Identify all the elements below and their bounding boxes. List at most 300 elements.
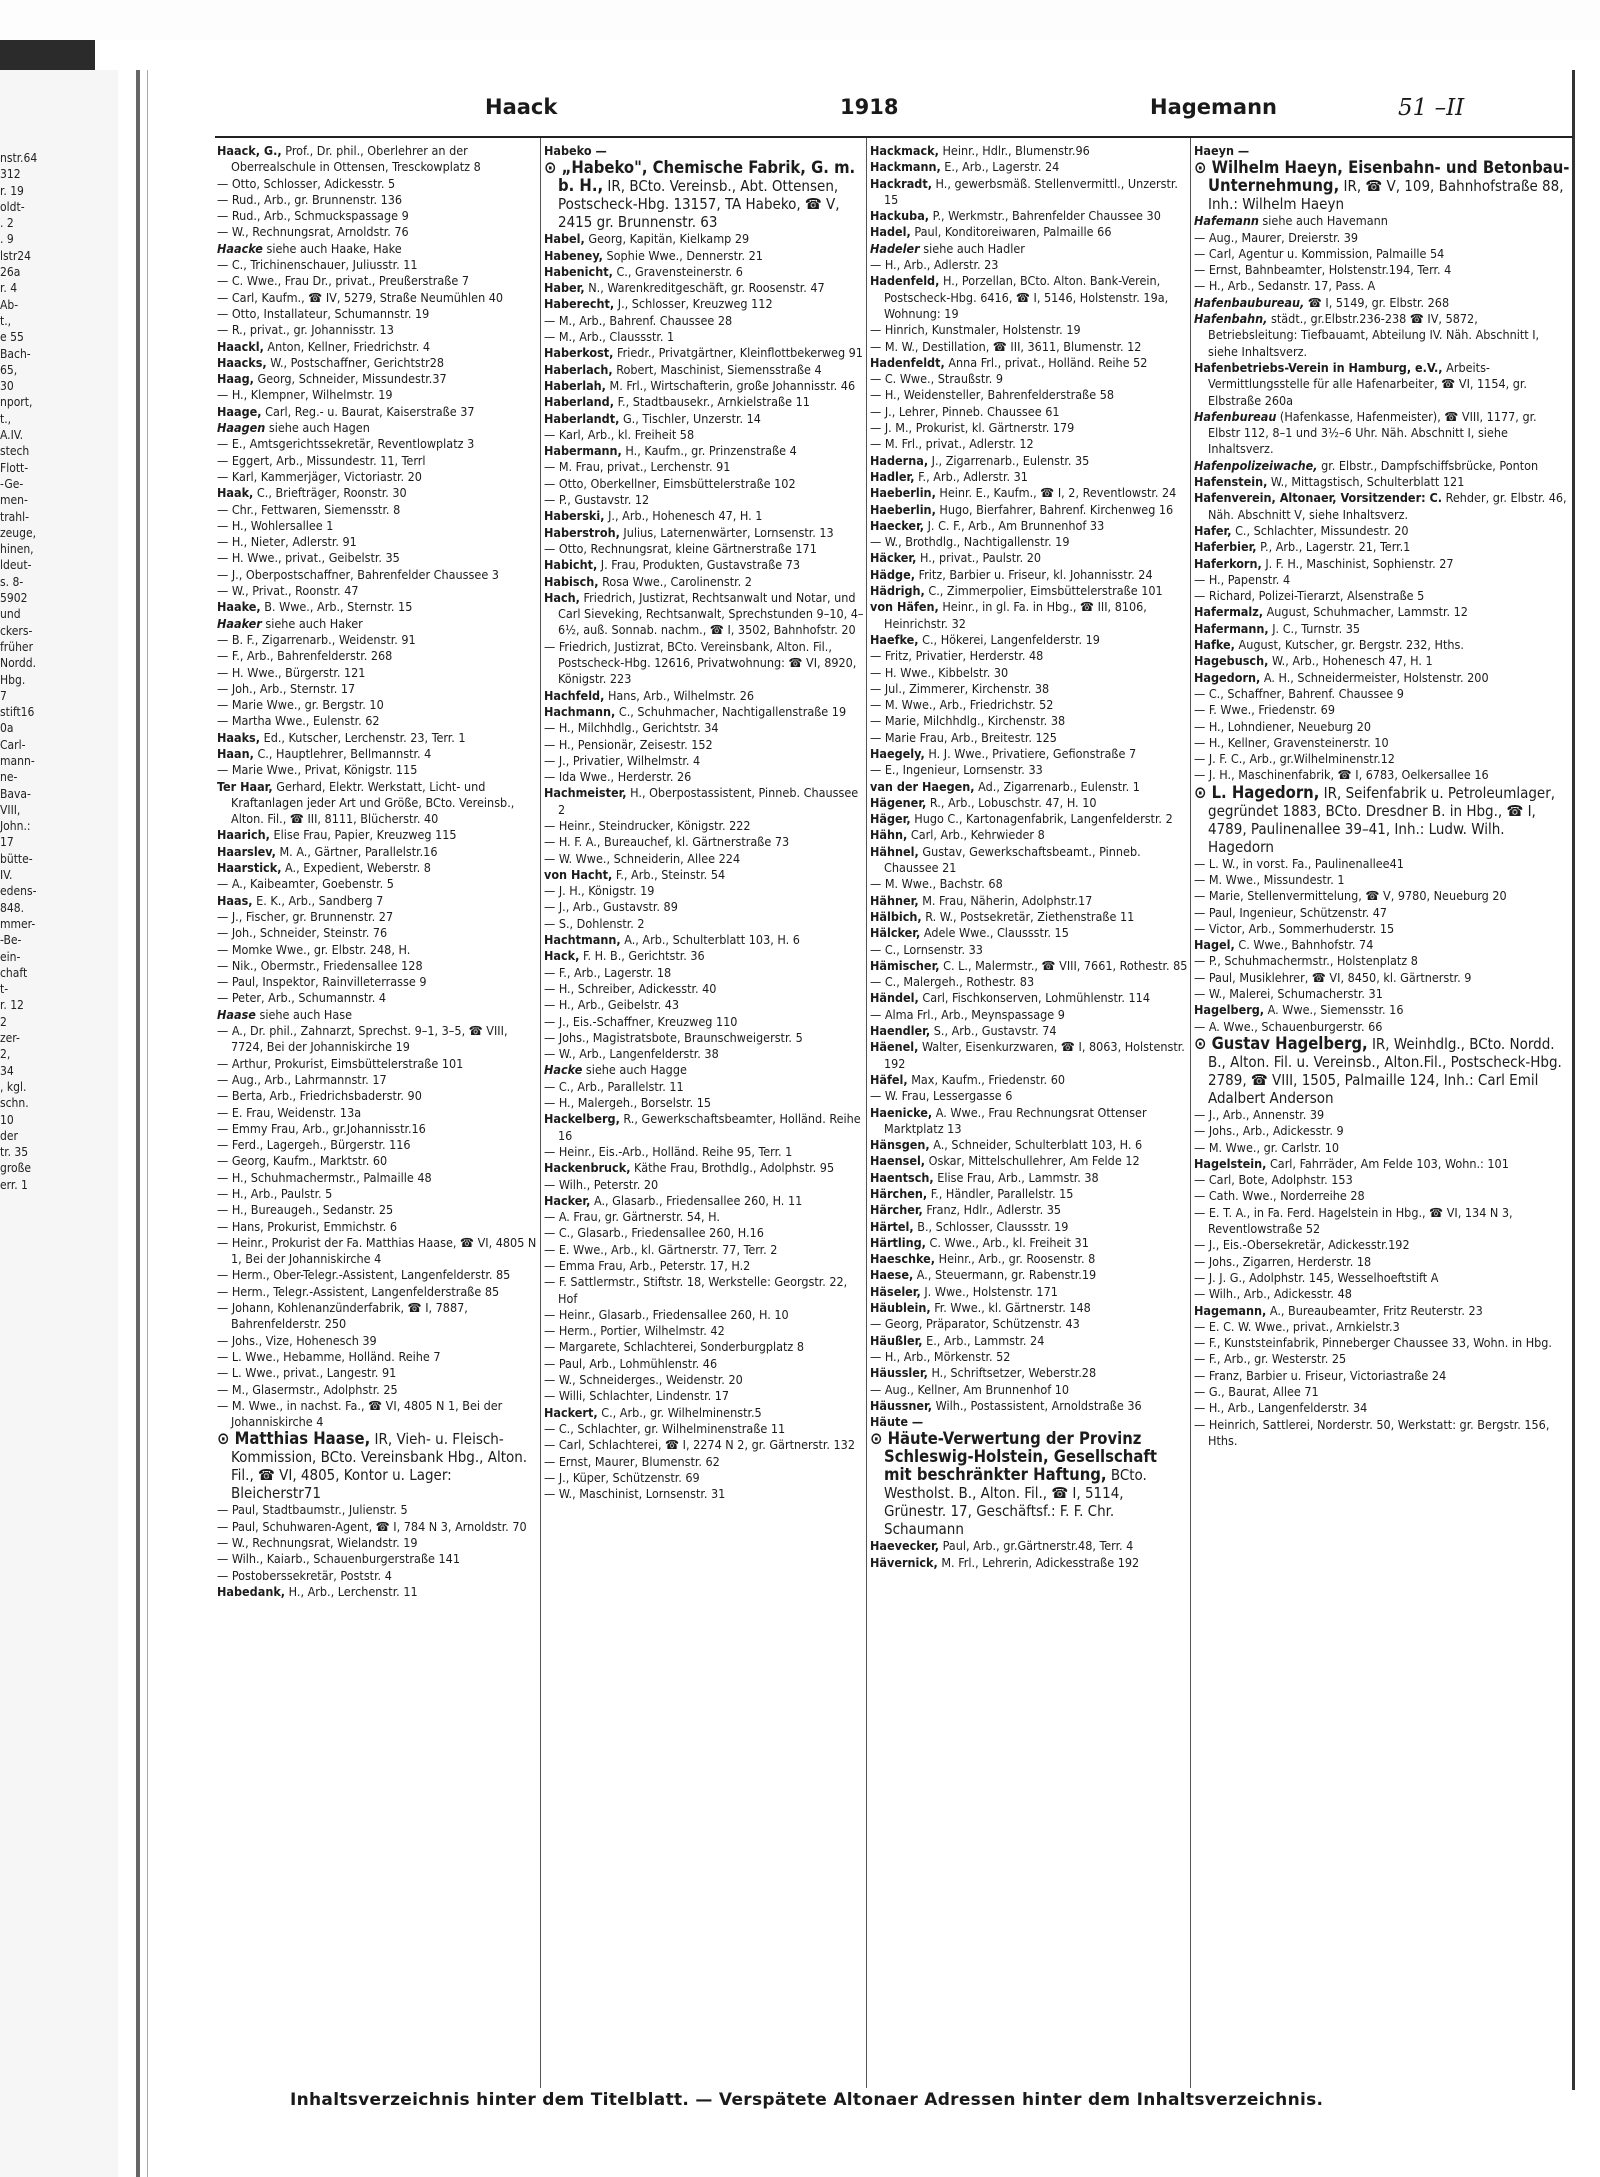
directory-entry <box>1194 702 1570 718</box>
entry-name: Haberecht, <box>544 296 615 312</box>
stub-line: der <box>0 1128 18 1143</box>
directory-entry <box>544 639 864 688</box>
entry-details: Heinr., Hdlr., Blumenstr.96 <box>938 143 1090 158</box>
stub-line: e 55 <box>0 330 24 345</box>
entry-details: — Paul, Arb., Lohmühlenstr. 46 <box>544 1355 718 1371</box>
directory-entry <box>544 1242 864 1258</box>
directory-entry <box>217 1551 537 1567</box>
entry-details: — Marie Wwe., gr. Bergstr. 10 <box>217 697 384 713</box>
entry-details: — Otto, Schlosser, Adickesstr. 5 <box>217 175 396 191</box>
directory-entry <box>544 378 864 394</box>
entry-name: Haackl, <box>217 338 264 354</box>
stub-line: A.IV. <box>0 428 24 443</box>
directory-entry <box>1194 856 1570 872</box>
entry-details: M. Frl., Wirtschafterin, große Johannisstr. 46 <box>605 377 856 393</box>
entry-details: Elise Frau, Arb., Lammstr. 38 <box>933 1169 1099 1185</box>
directory-entry <box>217 779 537 828</box>
entry-details: — E. Wwe., Arb., kl. Gärtnerstr. 77, Terr. 2 <box>544 1241 778 1257</box>
entry-name: Hackmack, <box>870 143 939 158</box>
entry-name: von Hacht, <box>544 866 613 882</box>
entry-details: Käthe Frau, Brothdlg., Adolphstr. 95 <box>630 1160 835 1176</box>
entry-name: Haak, <box>217 485 254 501</box>
directory-entry <box>544 345 864 361</box>
stub-line: r. 4 <box>0 281 18 296</box>
directory-entry <box>217 404 537 420</box>
entry-name: Hämischer, <box>870 957 940 973</box>
directory-entry <box>870 974 1188 990</box>
entry-details: IR, ☎ V, 109, Bahnhofstraße 88, Inh.: Wilhelm Haeyn <box>1208 177 1564 214</box>
stub-line: lstr24 <box>0 248 32 263</box>
entry-details: J. C., Turnstr. 35 <box>1268 620 1361 636</box>
entry-details: — H., Arb., Paulstr. 5 <box>217 1186 333 1201</box>
directory-entry <box>544 1486 864 1502</box>
directory-entry <box>217 1056 537 1072</box>
directory-entry <box>1194 888 1570 904</box>
entry-details: — H., Milchhdlg., Gerichtstr. 34 <box>544 720 719 736</box>
stub-line: nport, <box>0 395 33 410</box>
entry-details: August, Kutscher, gr. Bergstr. 232, Hths. <box>1234 637 1464 653</box>
directory-entry <box>544 1405 864 1421</box>
entry-name: Hacker, <box>544 1192 591 1208</box>
entry-details: — C., Lornsenstr. 33 <box>870 941 983 957</box>
directory-entry <box>544 769 864 785</box>
entry-details: — E. Frau, Weidenstr. 13a <box>217 1104 362 1120</box>
directory-entry <box>217 306 537 322</box>
directory-entry <box>1194 230 1570 246</box>
entry-details: J., Schlosser, Kreuzweg 112 <box>614 296 773 312</box>
entry-details: — H. Wwe., privat., Geibelstr. 35 <box>217 550 400 566</box>
directory-entry <box>544 883 864 899</box>
stub-line: 65, <box>0 362 18 377</box>
entry-details: — Momke Wwe., gr. Elbstr. 248, H. <box>217 941 411 957</box>
stub-line: VIII, <box>0 802 21 817</box>
entry-details: Georg, Schneider, Missundestr.37 <box>253 371 447 387</box>
entry-name: Haarstick, <box>217 860 282 876</box>
directory-entry <box>217 746 537 762</box>
directory-entry <box>870 469 1188 485</box>
entry-name: Haberlach, <box>544 361 613 377</box>
page-right-border <box>1572 70 1575 2090</box>
entry-name: Hähnel, <box>870 843 919 859</box>
stub-line: chaft <box>0 965 28 980</box>
column-divider <box>1190 138 1191 2088</box>
entry-details: C. Wwe., Bahnhofstr. 74 <box>1234 937 1374 953</box>
directory-entry <box>1194 539 1570 555</box>
stub-line: Carl- <box>0 737 26 752</box>
entry-details: R. W., Postsekretär, Ziethenstraße 11 <box>921 908 1135 924</box>
entry-name: Härtling, <box>870 1234 926 1250</box>
directory-entry <box>1194 246 1570 262</box>
entry-details: — Heinr., Glasarb., Friedensallee 260, H. 10 <box>544 1306 789 1322</box>
entry-details: Prof., Dr. phil., Oberlehrer an der Oberrealschule in Ottensen, Tresckowplatz 8 <box>231 143 481 175</box>
stub-line: 34 <box>0 1063 14 1078</box>
directory-entry <box>217 322 537 338</box>
entry-details: H., Kaufm., gr. Prinzenstraße 4 <box>621 443 797 459</box>
directory-entry <box>544 492 864 508</box>
directory-entry <box>1194 604 1570 620</box>
entry-name: Hachtmann, <box>544 932 621 948</box>
entry-details: — Johs., Vize, Hohenesch 39 <box>217 1332 377 1348</box>
entry-details: Heinr., Arb., gr. Roosenstr. 8 <box>935 1251 1096 1267</box>
directory-entry <box>1194 556 1570 572</box>
directory-entry <box>870 925 1188 941</box>
entry-name: Hafermalz, <box>1194 604 1264 620</box>
entry-details: — B. F., Zigarrenarb., Weidenstr. 91 <box>217 631 416 647</box>
entry-details: IR, Weinhdlg., BCto. Nordd. B., Alton. Fil. u. Vereinsb., Alton.Fil., Postscheck-Hbg. 2789, ☎ VIII, 1505, Palmaille 124, Inh.: Carl Emil Adalbert Anderson <box>1208 1034 1562 1107</box>
entry-details: E., Arb., Lammstr. 24 <box>922 1332 1045 1348</box>
entry-name: Hadler, <box>870 468 915 484</box>
directory-entry <box>1194 767 1570 783</box>
directory-entry <box>544 459 864 475</box>
entry-details: — H., Arb., Sedanstr. 17, Pass. A <box>1194 278 1376 294</box>
directory-entry <box>1194 474 1570 490</box>
entry-name: Haber, <box>544 280 585 296</box>
entry-details: — L. Wwe., Hebamme, Holländ. Reihe 7 <box>217 1348 441 1364</box>
entry-name: Habeko — <box>544 143 607 158</box>
entry-name: ⊙ Matthias Haase, <box>217 1429 371 1449</box>
directory-entry <box>544 851 864 867</box>
entry-details: — P., Gustavstr. 12 <box>544 492 650 508</box>
directory-entry <box>1194 278 1570 294</box>
directory-entry <box>544 785 864 818</box>
directory-entry <box>870 811 1188 827</box>
directory-entry <box>870 599 1188 632</box>
directory-entry <box>217 648 537 664</box>
entry-details: A., Bureaubeamter, Fritz Reuterstr. 23 <box>1266 1302 1483 1318</box>
directory-entry <box>1194 572 1570 588</box>
entry-details: — M. Wwe., gr. Carlstr. 10 <box>1194 1139 1340 1155</box>
header-rule <box>215 136 1573 138</box>
header-year: 1918 <box>840 95 899 119</box>
entry-details: Carl, Fischkonserven, Lohmühlenstr. 114 <box>918 990 1150 1006</box>
binding-gutter <box>136 70 140 2177</box>
entry-details: — C., Malergeh., Rothestr. 83 <box>870 974 1035 990</box>
entry-details: W., Arb., Hohenesch 47, H. 1 <box>1268 653 1433 669</box>
directory-entry <box>217 1584 537 1600</box>
entry-name: Hafenbetriebs-Verein in Hamburg, e.V., <box>1194 359 1443 375</box>
entry-details: — W., Schneiderges., Weidenstr. 20 <box>544 1372 743 1388</box>
directory-entry <box>870 990 1188 1006</box>
directory-entry <box>544 1454 864 1470</box>
entry-name: Hach, <box>544 589 580 605</box>
entry-details: A., Glasarb., Friedensallee 260, H. 11 <box>590 1192 803 1208</box>
directory-entry <box>217 632 537 648</box>
directory-entry <box>544 1388 864 1404</box>
directory-entry <box>544 720 864 736</box>
directory-entry <box>217 1153 537 1169</box>
directory-entry <box>1194 1002 1570 1018</box>
entry-name: Habisch, <box>544 573 599 589</box>
directory-entry <box>544 362 864 378</box>
entry-details: — E. T. A., in Fa. Ferd. Hagelstein in Hbg., ☎ VI, 134 N 3, Reventlowstraße 52 <box>1194 1204 1513 1237</box>
directory-entry <box>544 1339 864 1355</box>
entry-details: siehe auch Hase <box>255 1006 353 1022</box>
directory-entry <box>544 1079 864 1095</box>
directory-entry <box>217 713 537 729</box>
directory-entry <box>870 241 1188 257</box>
entry-name: Hafke, <box>1194 637 1235 653</box>
stub-line: ckers- <box>0 623 33 638</box>
entry-details: H., Arb., Lerchenstr. 11 <box>285 1583 418 1599</box>
entry-name: Härtel, <box>870 1218 914 1234</box>
directory-entry <box>1194 905 1570 921</box>
directory-entry <box>544 1470 864 1486</box>
entry-details: — M., Arb., Claussstr. 1 <box>544 329 675 345</box>
entry-details: Julius, Laternenwärter, Lornsenstr. 13 <box>619 524 834 540</box>
entry-details: — Herm., Portier, Wilhelmstr. 42 <box>544 1323 725 1339</box>
directory-entry <box>544 443 864 459</box>
directory-entry <box>870 1382 1188 1398</box>
entry-name: Häfel, <box>870 1071 908 1087</box>
directory-entry <box>1194 637 1570 653</box>
stub-line: zeuge, <box>0 525 37 540</box>
entry-details: — Marie, Milchhdlg., Kirchenstr. 38 <box>870 713 1066 729</box>
entry-details: — Paul, Ingenieur, Schützenstr. 47 <box>1194 904 1388 920</box>
directory-entry <box>1194 735 1570 751</box>
directory-entry <box>870 583 1188 599</box>
entry-name: Hänsgen, <box>870 1137 930 1153</box>
entry-details: J. C. F., Arb., Am Brunnenhof 33 <box>924 517 1105 533</box>
entry-details: — J., Arb., Annenstr. 39 <box>1194 1106 1325 1122</box>
entry-details: — J., Lehrer, Pinneb. Chaussee 61 <box>870 403 1060 419</box>
entry-details: — M. Wwe., Arb., Friedrichstr. 52 <box>870 697 1054 713</box>
directory-entry <box>870 1170 1188 1186</box>
entry-details: — Ida Wwe., Herderstr. 26 <box>544 769 692 785</box>
directory-entry <box>217 1267 537 1283</box>
directory-entry <box>870 1316 1188 1332</box>
directory-entry <box>870 322 1188 338</box>
directory-entry <box>217 355 537 371</box>
directory-entry <box>870 1398 1188 1414</box>
directory-entry <box>870 453 1188 469</box>
entry-details: F., Arb., Steinstr. 54 <box>612 866 726 882</box>
directory-entry <box>544 508 864 524</box>
directory-entry <box>217 1235 537 1268</box>
directory-entry <box>870 550 1188 566</box>
entry-details: — H., Arb., Langenfelderstr. 34 <box>1194 1400 1368 1416</box>
directory-entry <box>1194 1123 1570 1139</box>
entry-details: — Rud., Arb., Schmuckspassage 9 <box>217 208 409 224</box>
directory-entry <box>1194 295 1570 311</box>
directory-entry <box>870 143 1188 159</box>
directory-entry <box>544 590 864 639</box>
stub-line: Bach- <box>0 346 31 361</box>
column-divider <box>540 138 541 2088</box>
entry-details: — J. J. G., Adolphstr. 145, Wesselhoeftstift A <box>1194 1269 1439 1285</box>
entry-name: ⊙ Häute-Verwertung der Provinz Schleswig-Holstein, Gesellschaft mit beschränkter Haftung, <box>870 1429 1157 1485</box>
entry-details: C., Zimmerpolier, Eimsbüttelerstraße 101 <box>924 583 1163 599</box>
directory-entry <box>544 1177 864 1193</box>
entry-details: J., Arb., Hohenesch 47, H. 1 <box>604 508 763 524</box>
entry-details: — M. Wwe., Bachstr. 68 <box>870 876 1003 892</box>
entry-details: — Aug., Kellner, Am Brunnenhof 10 <box>870 1381 1070 1397</box>
entry-details: P., Werkmstr., Bahrenfelder Chaussee 30 <box>929 208 1161 224</box>
entry-details: — A., Dr. phil., Zahnarzt, Sprechst. 9–1, 3–5, ☎ VIII, 7724, Bei der Johanniskirche 19 <box>217 1023 508 1055</box>
entry-details: H., privat., Paulstr. 20 <box>916 550 1042 566</box>
directory-entry <box>870 632 1188 648</box>
directory-entry <box>217 534 537 550</box>
directory-entry <box>1194 653 1570 669</box>
entry-name: Haese, <box>870 1267 914 1283</box>
directory-entry <box>217 1535 537 1551</box>
entry-details: — Heinr., Prokurist der Fa. Matthias Haase, ☎ VI, 4805 N 1, Bei der Johanniskirche 4 <box>217 1234 537 1267</box>
stub-line: . 9 <box>0 232 14 247</box>
entry-details: — F. Sattlermstr., Stiftstr. 18, Werkstelle: Georgstr. 22, Hof <box>544 1274 848 1306</box>
facing-page-text-fragment <box>0 150 118 1193</box>
entry-details: Paul, Konditoreiwaren, Palmaille 66 <box>910 224 1112 240</box>
directory-entry <box>1194 311 1570 360</box>
entry-name: Haarich, <box>217 827 270 843</box>
directory-entry <box>217 730 537 746</box>
directory-entry <box>217 453 537 469</box>
entry-name: Haberlah, <box>544 377 606 393</box>
directory-entry <box>544 753 864 769</box>
stub-line: stift16 <box>0 705 35 720</box>
entry-details: — Wilh., Kaiarb., Schauenburgerstraße 141 <box>217 1551 460 1567</box>
entry-name: Haeyn — <box>1194 143 1250 158</box>
directory-entry <box>870 1267 1188 1283</box>
entry-details: — Paul, Musiklehrer, ☎ VI, 8450, kl. Gärtnerstr. 9 <box>1194 969 1472 985</box>
entry-details: — Johs., Zigarren, Herderstr. 18 <box>1194 1253 1372 1269</box>
directory-entry <box>1194 986 1570 1002</box>
entry-details: — Martha Wwe., Eulenstr. 62 <box>217 713 380 729</box>
entry-details: — Joh., Schneider, Steinstr. 76 <box>217 925 388 941</box>
directory-entry <box>217 697 537 713</box>
directory-entry <box>544 525 864 541</box>
directory-entry <box>217 1105 537 1121</box>
directory-entry <box>217 1300 537 1333</box>
entry-details: — H., Bureaugeh., Sedanstr. 25 <box>217 1202 394 1218</box>
directory-entry <box>217 876 537 892</box>
entry-details: — Emma Frau, Arb., Peterstr. 17, H.2 <box>544 1258 751 1273</box>
entry-name: Haferkorn, <box>1194 555 1262 571</box>
directory-entry <box>1194 1188 1570 1204</box>
entry-name: Hafenbahn, <box>1194 311 1268 327</box>
stub-line: s. 8- <box>0 574 24 589</box>
stub-line: oldt- <box>0 199 25 214</box>
entry-name: Haecker, <box>870 517 925 533</box>
entry-details: siehe auch Haker <box>261 615 363 631</box>
entry-details: F., Händler, Parallelstr. 15 <box>927 1186 1074 1201</box>
directory-entry <box>217 616 537 632</box>
entry-details: Arbeits-Vermittlungsstelle für alle Hafenarbeiter, ☎ VI, 1154, gr. Elbstraße 260a <box>1208 359 1527 408</box>
entry-details: — Aug., Maurer, Dreierstr. 39 <box>1194 229 1359 245</box>
entry-details: W., Postschaffner, Gerichtstr28 <box>266 354 445 370</box>
entry-details: Georg, Kapitän, Kielkamp 29 <box>584 231 750 247</box>
entry-details: — J., Eis.-Schaffner, Kreuzweg 110 <box>544 1013 738 1029</box>
stub-line: r. 12 <box>0 998 24 1013</box>
directory-entry <box>217 420 537 436</box>
entry-details: J. Frau, Produkten, Gustavstraße 73 <box>597 557 801 573</box>
stub-line: Ab- <box>0 297 19 312</box>
entry-details: H., Oberpostassistent, Pinneb. Chaussee 2 <box>558 785 859 817</box>
entry-details: C. Wwe., Arb., kl. Freiheit 31 <box>925 1234 1089 1250</box>
entry-name: Hackmann, <box>870 159 941 175</box>
directory-entry <box>217 224 537 240</box>
entry-details: C., Hauptlehrer, Bellmannstr. 4 <box>253 745 432 761</box>
entry-details: — H. Wwe., Kibbelstr. 30 <box>870 664 1009 680</box>
stub-line: 0a <box>0 721 14 736</box>
directory-entry <box>217 339 537 355</box>
entry-details: B. Wwe., Arb., Sternstr. 15 <box>260 599 413 615</box>
entry-details: — Carl, Bote, Adolphstr. 153 <box>1194 1172 1353 1188</box>
stub-line: hinen, <box>0 542 34 557</box>
entry-details: — J., Privatier, Wilhelmstr. 4 <box>544 752 701 768</box>
entry-details: — W., Arb., Langenfelderstr. 38 <box>544 1046 719 1062</box>
entry-details: — Eggert, Arb., Missundestr. 11, Terrl <box>217 452 426 468</box>
entry-details: — J., Eis.-Obersekretär, Adickesstr.192 <box>1194 1237 1410 1253</box>
entry-details: Anna Frl., privat., Holländ. Reihe 52 <box>944 354 1148 370</box>
directory-entry <box>544 1421 864 1437</box>
directory-entry <box>217 1202 537 1218</box>
entry-details: — Marie Frau, Arb., Breitestr. 125 <box>870 729 1057 745</box>
entry-details: — H., Klempner, Wilhelmstr. 19 <box>217 387 393 403</box>
directory-entry <box>870 665 1188 681</box>
directory-entry <box>217 1007 537 1023</box>
entry-name: Hävernick, <box>870 1554 938 1570</box>
entry-details: — Nik., Obermstr., Friedensallee 128 <box>217 957 423 973</box>
directory-entry <box>544 1193 864 1209</box>
entry-details: C., Gravensteinerstr. 6 <box>612 263 743 279</box>
directory-entry <box>870 502 1188 518</box>
directory-entry <box>1194 523 1570 539</box>
entry-details: — J., Fischer, gr. Brunnenstr. 27 <box>217 908 394 924</box>
directory-entry <box>217 436 537 452</box>
entry-name: Hagelstein, <box>1194 1155 1267 1171</box>
directory-entry <box>1194 1319 1570 1335</box>
directory-entry <box>544 1437 864 1453</box>
entry-name: Hägener, <box>870 794 927 810</box>
entry-details: C., Briefträger, Roonstr. 30 <box>253 485 407 501</box>
directory-entry <box>217 1170 537 1186</box>
directory-entry <box>217 241 537 257</box>
directory-entry <box>217 599 537 615</box>
entry-name: Hagelberg, <box>1194 1002 1265 1018</box>
entry-details: — H., Arb., Geibelstr. 43 <box>544 997 680 1013</box>
entry-details: — E. C. W. Wwe., privat., Arnkielstr.3 <box>1194 1318 1400 1334</box>
directory-entry <box>1194 1107 1570 1123</box>
entry-details: — E., Amtsgerichtssekretär, Reventlowplatz 3 <box>217 436 475 452</box>
entry-name: Hafer, <box>1194 522 1232 538</box>
entry-details: — M., Glasermstr., Adolphstr. 25 <box>217 1381 398 1397</box>
entry-details: — H., Kellner, Gravensteinerstr. 10 <box>1194 734 1389 750</box>
entry-name: Haas, <box>217 892 253 908</box>
entry-details: — A., Kaibeamter, Goebenstr. 5 <box>217 876 394 892</box>
directory-entry <box>870 1251 1188 1267</box>
directory-entry <box>870 420 1188 436</box>
directory-entry <box>1194 1019 1570 1035</box>
entry-details: — Aug., Arb., Lahrmannstr. 17 <box>217 1071 387 1087</box>
entry-details: siehe auch Hagge <box>582 1062 687 1078</box>
entry-details: — W., Maschinist, Lornsenstr. 31 <box>544 1486 726 1502</box>
entry-name: Härchen, <box>870 1186 928 1201</box>
entry-name: Hadenfeld, <box>870 273 940 289</box>
directory-entry <box>1194 409 1570 458</box>
entry-details: — C., Trichinenschauer, Juliusstr. 11 <box>217 257 418 273</box>
entry-name: Haeberlin, <box>870 485 936 501</box>
directory-entry <box>217 1398 537 1431</box>
directory-entry <box>217 1072 537 1088</box>
entry-name: Hachmeister, <box>544 785 627 801</box>
entry-details: Ed., Kutscher, Lerchenstr. 23, Terr. 1 <box>260 729 466 745</box>
binding-gutter-inner <box>147 70 148 2177</box>
directory-entry <box>217 909 537 925</box>
entry-details: — Otto, Installateur, Schumannstr. 19 <box>217 305 430 321</box>
entry-details: Fr. Wwe., kl. Gärtnerstr. 148 <box>930 1300 1091 1316</box>
directory-entry <box>870 518 1188 534</box>
entry-details: ☎ I, 5149, gr. Elbstr. 268 <box>1304 294 1450 310</box>
entry-details: — Willi, Schlachter, Lindenstr. 17 <box>544 1388 730 1404</box>
